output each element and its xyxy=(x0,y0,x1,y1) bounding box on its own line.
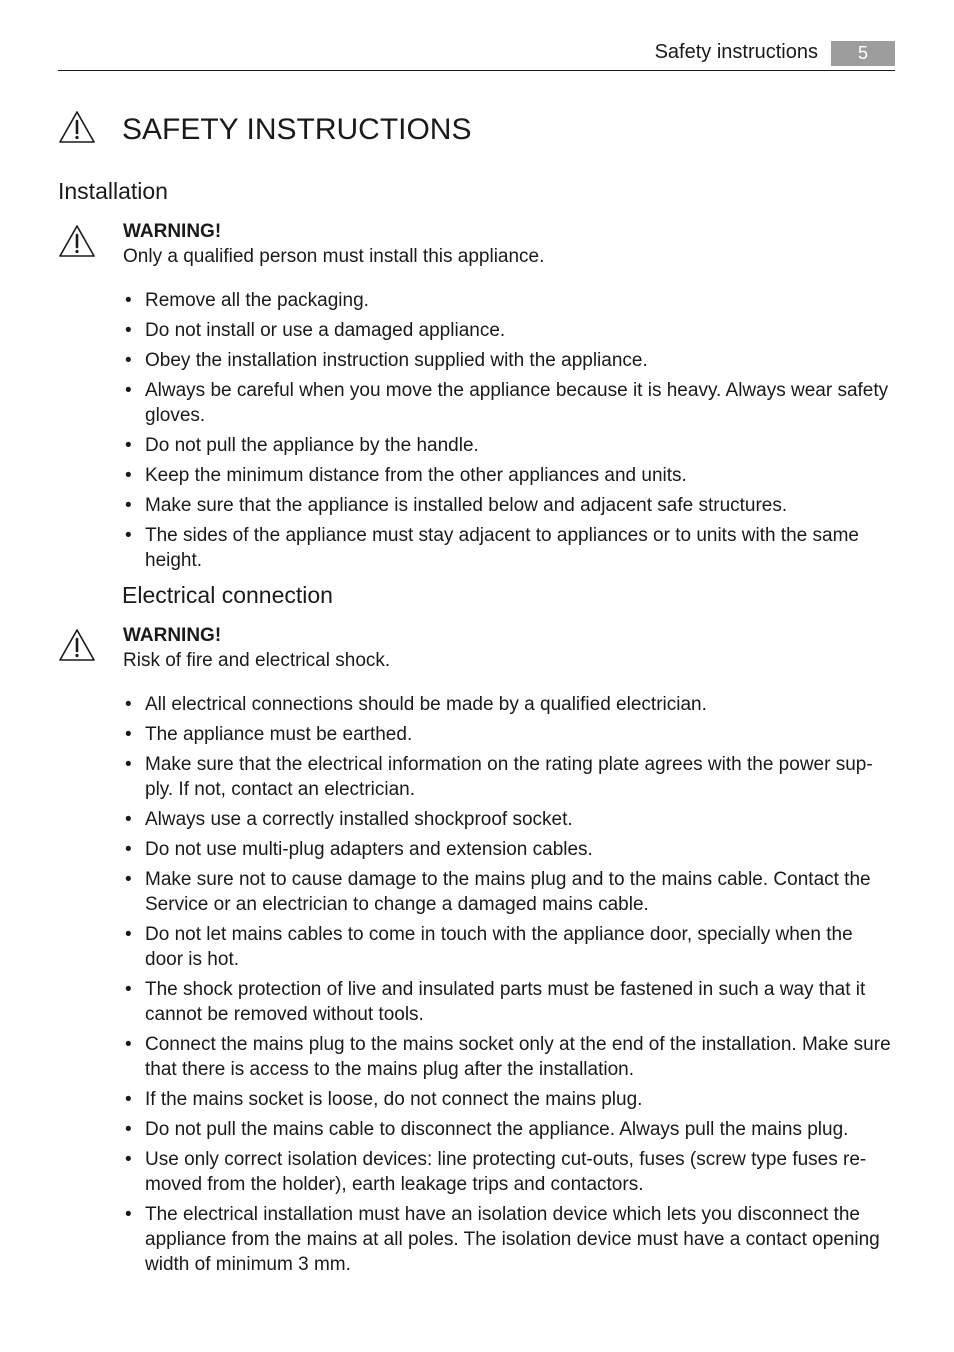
list-item: • Make sure that the appliance is installed below and adjacent safe structures. xyxy=(125,495,788,516)
list-item: • Make sure that the electrical information on the rating plate agrees with the power sup-ply. If not, contact an electrician. xyxy=(125,754,873,800)
warning-triangle-icon xyxy=(58,110,96,144)
section-heading-electrical: Electrical connection xyxy=(122,582,333,608)
list-item: • Make sure not to cause damage to the mains plug and to the mains cable. Contact the Service or an electrician to change a damaged mains cable. xyxy=(125,869,871,915)
list-item: • Always use a correctly installed shockproof socket. xyxy=(125,809,573,830)
list-item: • Do not pull the mains cable to disconnect the appliance. Always pull the mains plug. xyxy=(125,1119,849,1140)
list-item: • Connect the mains plug to the mains socket only at the end of the installation. Make sure that there is access to the mains plug after the installation. xyxy=(125,1034,891,1080)
list-item: • Do not pull the appliance by the handle. xyxy=(125,435,479,456)
list-item: • If the mains socket is loose, do not connect the mains plug. xyxy=(125,1089,643,1110)
header-rule xyxy=(58,70,895,71)
list-item: • Obey the installation instruction supplied with the appliance. xyxy=(125,350,648,371)
list-item: • Do not use multi-plug adapters and extension cables. xyxy=(125,839,593,860)
section-heading-installation: Installation xyxy=(58,178,168,204)
electrical-list xyxy=(122,692,895,1282)
list-item: • The electrical installation must have an isolation device which lets you disconnect the appliance from the mains at all poles. The isolation device must have a contact opening width of minimum 3 mm. xyxy=(125,1204,880,1275)
installation-list xyxy=(122,288,895,578)
list-item: • Do not let mains cables to come in touch with the appliance door, specially when the door is hot. xyxy=(125,924,853,970)
warning-text: Only a qualified person must install this appliance. xyxy=(123,246,545,267)
list-item: • Use only correct isolation devices: line protecting cut-outs, fuses (screw type fuses re-moved from the holder), earth leakage trips and contactors. xyxy=(125,1149,867,1195)
list-item: • The sides of the appliance must stay adjacent to appliances or to units with the same height. xyxy=(125,525,859,571)
warning-text: Risk of fire and electrical shock. xyxy=(123,650,391,671)
page-title: SAFETY INSTRUCTIONS xyxy=(122,113,472,146)
list-item: • Always be careful when you move the appliance because it is heavy. Always wear safety gloves. xyxy=(125,380,889,426)
warning-triangle-icon xyxy=(58,628,96,662)
warning-label: WARNING! xyxy=(123,221,222,242)
list-item: • The appliance must be earthed. xyxy=(125,724,413,745)
warning-triangle-icon xyxy=(58,224,96,258)
warning-label: WARNING! xyxy=(123,625,222,646)
list-item: • Remove all the packaging. xyxy=(125,290,369,311)
list-item: • Keep the minimum distance from the other appliances and units. xyxy=(125,465,687,486)
list-item: • All electrical connections should be made by a qualified electrician. xyxy=(125,694,707,715)
running-header-title: Safety instructions xyxy=(654,41,818,63)
list-item: • Do not install or use a damaged appliance. xyxy=(125,320,506,341)
page-number-badge: 5 xyxy=(831,41,895,66)
list-item: • The shock protection of live and insulated parts must be fastened in such a way that it cannot be removed without tools. xyxy=(125,979,866,1025)
